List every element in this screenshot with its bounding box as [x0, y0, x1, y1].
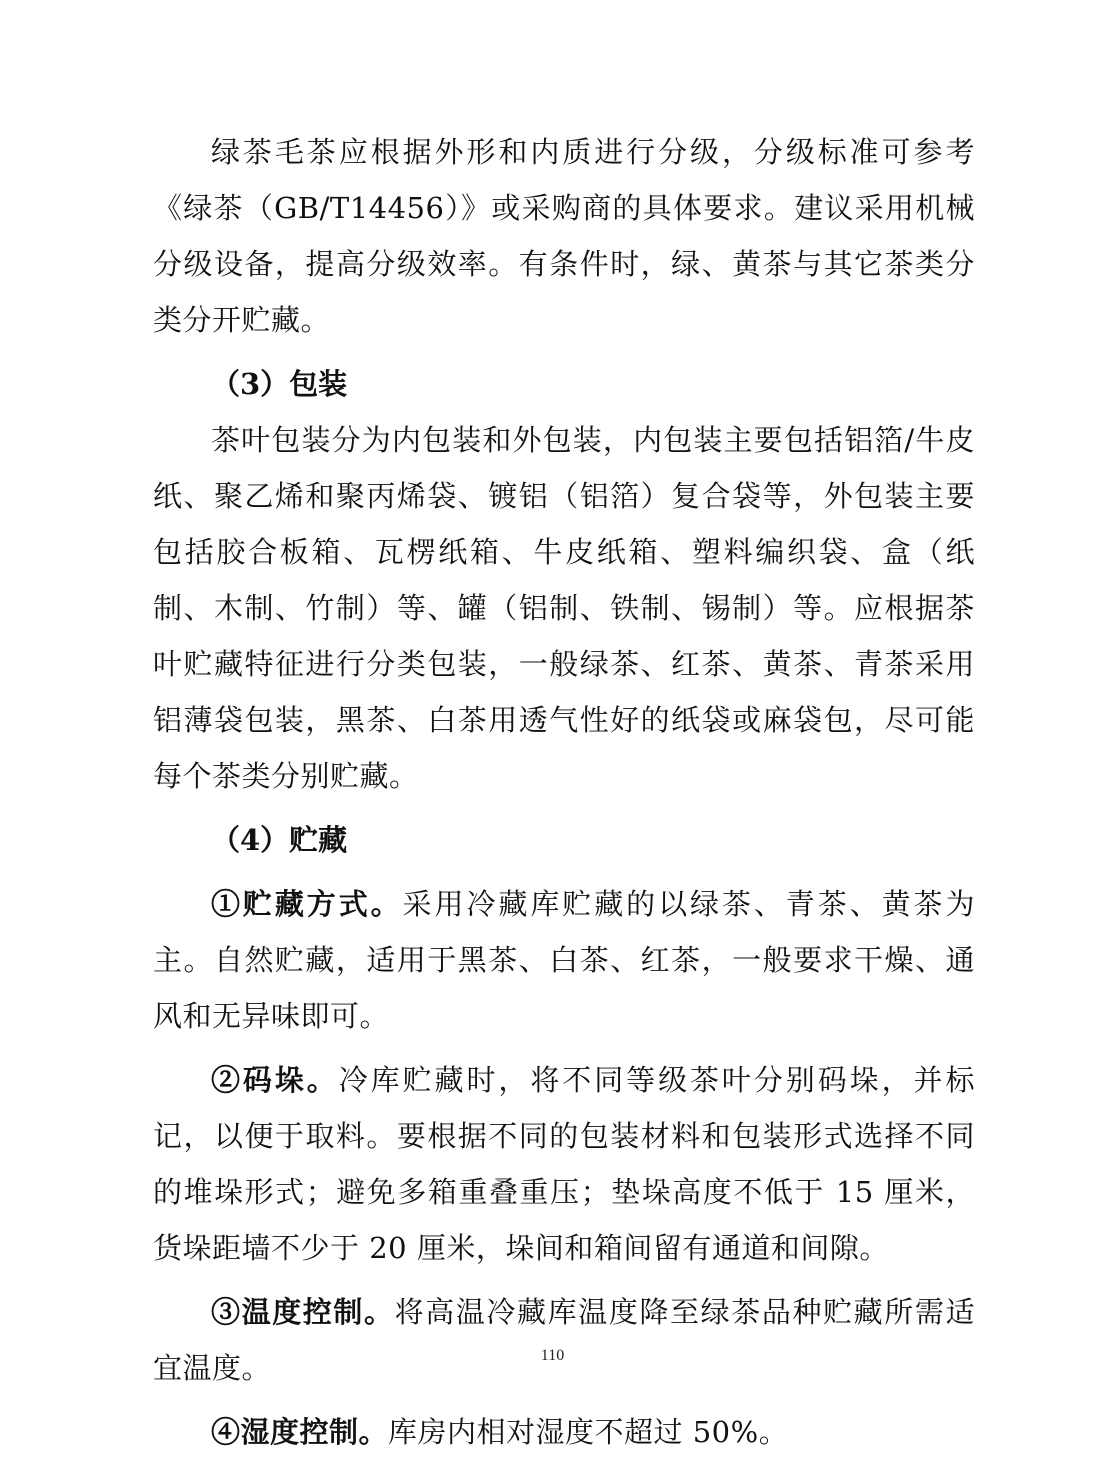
humidity-lead: ④湿度控制。 [211, 1415, 389, 1449]
temperature-text: 将高温冷藏库温度降至绿茶品种贮藏所需适宜温度。 [153, 1295, 975, 1385]
body-text [153, 124, 975, 1460]
page-number: 110 [540, 1347, 565, 1364]
humidity-text: 库房内相对湿度不超过 50%。 [388, 1415, 789, 1449]
section-heading-packaging: （3）包装 [211, 367, 348, 401]
paragraph-storage-method [153, 876, 975, 1044]
paragraph-packaging: 茶叶包装分为内包装和外包装，内包装主要包括铝箔/牛皮纸、聚乙烯和聚丙烯袋、镀铝（铝箔）复合袋等，外包装主要包括胶合板箱、瓦楞纸箱、牛皮纸箱、塑料编织袋、盒（纸制、木制、竹制）等、罐（铝制、铁制、锡制）等。应根据茶叶贮藏特征进行分类包装，一般绿茶、红茶、黄茶、青茶采用铝薄袋包装，黑茶、白茶用透气性好的纸袋或麻袋包，尽可能每个茶类分别贮藏。 [153, 423, 975, 793]
temperature-lead: ③温度控制。 [211, 1295, 395, 1329]
paragraph-temperature [153, 1284, 975, 1396]
stacking-text: 冷库贮藏时，将不同等级茶叶分别码垛，并标记，以便于取料。要根据不同的包装材料和包装形式选择不同的堆垛形式；避免多箱重叠重压；垫垛高度不低于 15 厘米，货垛距墙不少于 20 厘米，垛间和箱间留有通道和间隙。 [153, 1063, 975, 1265]
stacking-lead: ②码垛。 [211, 1063, 339, 1097]
paragraph-humidity [153, 1404, 975, 1460]
storage-method-lead: ①贮藏方式。 [211, 887, 403, 921]
storage-method-text: 采用冷藏库贮藏的以绿茶、青茶、黄茶为主。自然贮藏，适用于黑茶、白茶、红茶，一般要求干燥、通风和无异味即可。 [153, 887, 975, 1033]
section-heading-storage: （4）贮藏 [211, 823, 348, 857]
paragraph-grading: 绿茶毛茶应根据外形和内质进行分级，分级标准可参考《绿茶（GB/T14456）》或采购商的具体要求。建议采用机械分级设备，提高分级效率。有条件时，绿、黄茶与其它茶类分类分开贮藏。 [153, 135, 975, 337]
paragraph-stacking [153, 1052, 975, 1276]
